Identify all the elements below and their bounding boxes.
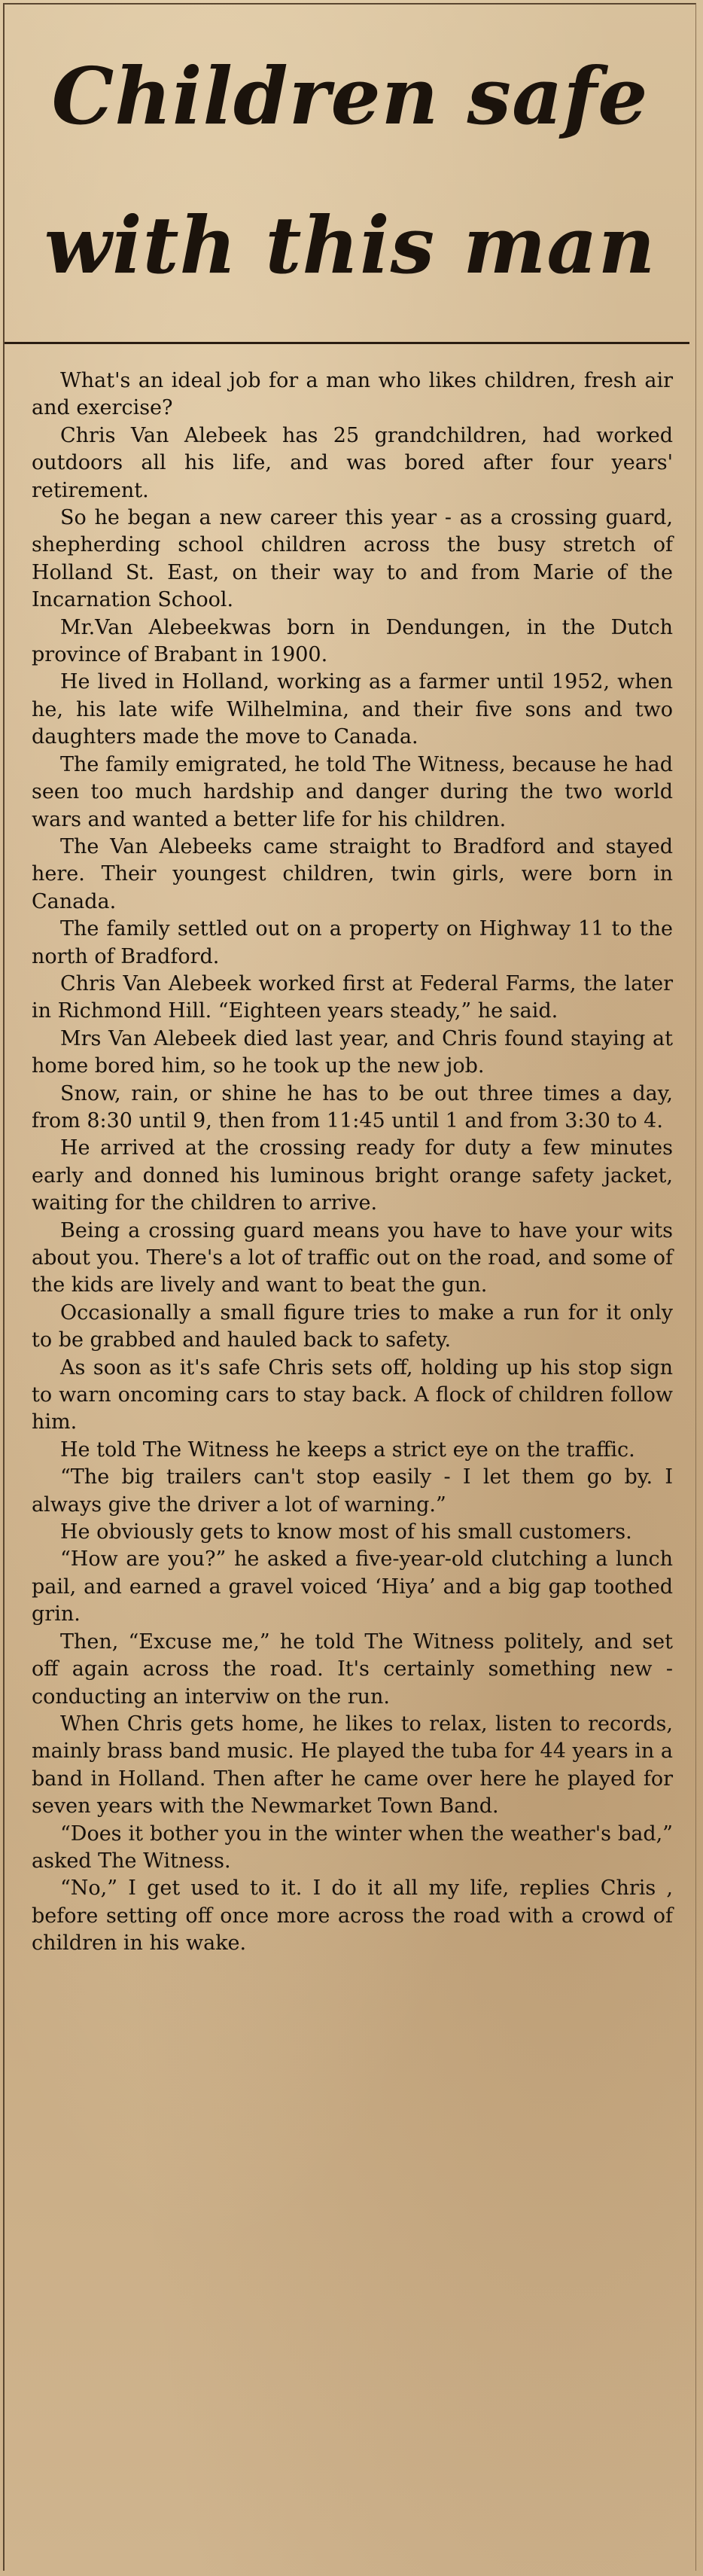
article-body bbox=[32, 367, 673, 1958]
article-paragraph: He obviously gets to know most of his small customers. bbox=[60, 1520, 632, 1544]
article-paragraph: Mrs Van Alebeek died last year, and Chris found staying at home bored him, so he took up the new job. bbox=[32, 1026, 673, 1078]
article-paragraph: He arrived at the crossing ready for duty a few minutes early and donned his luminous bright orange safety jacket, waiting for the children to arrive. bbox=[32, 1136, 673, 1215]
article-paragraph: The Van Alebeeks came straight to Bradford and stayed here. Their youngest children, twin girls, were born in Canada. bbox=[32, 834, 673, 913]
article-paragraph: The family settled out on a property on Highway 11 to the north of Bradford. bbox=[32, 917, 673, 968]
article-paragraph: The family emigrated, he told The Witness, because he had seen too much hardship and danger during the two world wars and wanted a better life for his children. bbox=[32, 752, 673, 831]
headline-line-1: Children safe bbox=[51, 50, 649, 142]
article-paragraph: “How are you?” he asked a five-year-old clutching a lunch pail, and earned a gravel voiced ‘Hiya’ and a big gap toothed grin. bbox=[32, 1547, 673, 1626]
headline-divider bbox=[5, 342, 689, 344]
article-paragraph: “Does it bother you in the winter when the weather's bad,” asked The Witness. bbox=[32, 1821, 673, 1873]
article-paragraph: When Chris gets home, he likes to relax, listen to records, mainly brass band music. He played the tuba for 44 years in a band in Holland. Then after he came over here he played for seven years with the Newmarket Town Band. bbox=[32, 1712, 673, 1818]
article-paragraph: Occasionally a small figure tries to make a run for it only to be grabbed and hauled back to safety. bbox=[32, 1300, 673, 1352]
headline bbox=[5, 5, 695, 342]
headline-line-2: with this man bbox=[44, 199, 656, 291]
article-paragraph: Mr.Van Alebeekwas born in Dendungen, in the Dutch province of Brabant in 1900. bbox=[32, 615, 673, 667]
article-paragraph: What's an ideal job for a man who likes children, fresh air and exercise? bbox=[32, 369, 673, 420]
article-paragraph: “The big trailers can't stop easily - I let them go by. I always give the driver a lot of warning.” bbox=[32, 1465, 673, 1517]
article-paragraph: As soon as it's safe Chris sets off, holding up his stop sign to warn oncoming cars to stay back. A flock of children follow him. bbox=[32, 1355, 673, 1434]
article-paragraph: He lived in Holland, working as a farmer until 1952, when he, his late wife Wilhelmina, and their five sons and two daughters made the move to Canada. bbox=[32, 670, 673, 749]
article-paragraph: So he began a new career this year - as a crossing guard, shepherding school children across the busy stretch of Holland St. East, on their way to and from Marie of the Incarnation School. bbox=[32, 506, 673, 612]
article-paragraph: Chris Van Alebeek has 25 grandchildren, had worked outdoors all his life, and was bored after four years' retirement. bbox=[32, 423, 673, 502]
article-paragraph: He told The Witness he keeps a strict eye on the traffic. bbox=[60, 1437, 635, 1462]
article-paragraph: “No,” I get used to it. I do it all my life, replies Chris , before setting off once more across the road with a crowd of children in his wake. bbox=[32, 1876, 673, 1956]
article-paragraph: Being a crossing guard means you have to have your wits about you. There's a lot of traffic out on the road, and some of the kids are lively and want to beat the gun. bbox=[32, 1218, 673, 1297]
article-paragraph: Chris Van Alebeek worked first at Federal Farms, the later in Richmond Hill. “Eighteen years steady,” he said. bbox=[32, 971, 673, 1023]
article-paragraph: Then, “Excuse me,” he told The Witness politely, and set off again across the road. It's certainly something new - conducting an interviw on the run. bbox=[32, 1629, 673, 1709]
newspaper-clipping bbox=[3, 3, 696, 2571]
article-paragraph: Snow, rain, or shine he has to be out three times a day, from 8:30 until 9, then from 11:45 until 1 and from 3:30 to 4. bbox=[32, 1081, 673, 1133]
